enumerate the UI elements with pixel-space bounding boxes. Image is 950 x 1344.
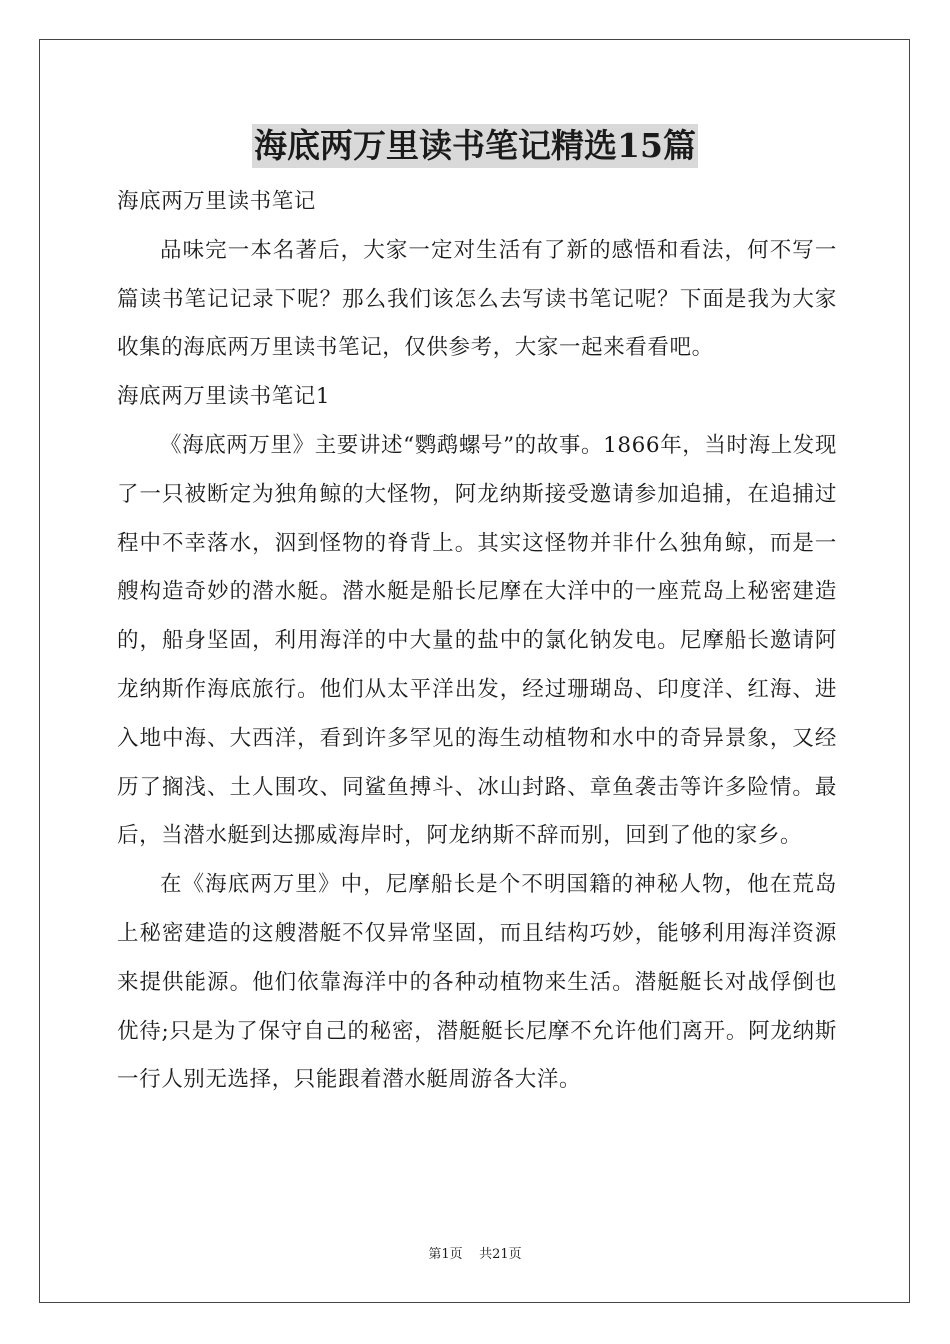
paragraph-2: 海底两万里读书笔记1	[117, 384, 331, 410]
paragraph-1: 品味完一本名著后，大家一定对生活有了新的感悟和看法，何不写一篇读书笔记记录下呢？那么我们该怎么去写读书笔记呢？下面是我为大家收集的海底两万里读书笔记，仅供参考，大家一起来看看吧。	[117, 237, 837, 361]
page-number: 第1页 共21页	[428, 1247, 522, 1262]
title-container	[0, 124, 950, 168]
page-footer	[0, 1246, 950, 1264]
paragraph-0: 海底两万里读书笔记	[117, 189, 316, 214]
document-body	[117, 178, 837, 1105]
paragraph-3: 《海底两万里》主要讲述“鹦鹉螺号”的故事。1866年，当时海上发现了一只被断定为独角鲸的大怪物，阿龙纳斯接受邀请参加追捕，在追捕过程中不幸落水，泅到怪物的脊背上。其实这怪物并非什么独角鲸，而是一艘构造奇妙的潜水艇。潜水艇是船长尼摩在大洋中的一座荒岛上秘密建造的，船身坚固，利用海洋的中大量的盐中的氯化钠发电。尼摩船长邀请阿龙纳斯作海底旅行。他们从太平洋出发，经过珊瑚岛、印度洋、红海、进入地中海、大西洋，看到许多罕见的海生动植物和水中的奇异景象，又经历了搁浅、土人围攻、同鲨鱼搏斗、冰山封路、章鱼袭击等许多险情。最后，当潜水艇到达挪威海岸时，阿龙纳斯不辞而别，回到了他的家乡。	[117, 432, 838, 849]
document-title: 海底两万里读书笔记精选15篇	[252, 124, 698, 168]
paragraph-4: 在《海底两万里》中，尼摩船长是个不明国籍的神秘人物，他在荒岛上秘密建造的这艘潜艇不仅异常坚固，而且结构巧妙，能够利用海洋资源来提供能源。他们依靠海洋中的各种动植物来生活。潜艇艇长对战俘倒也优待;只是为了保守自己的秘密，潜艇艇长尼摩不允许他们离开。阿龙纳斯一行人别无选择，只能跟着潜水艇周游各大洋。	[117, 872, 837, 1093]
